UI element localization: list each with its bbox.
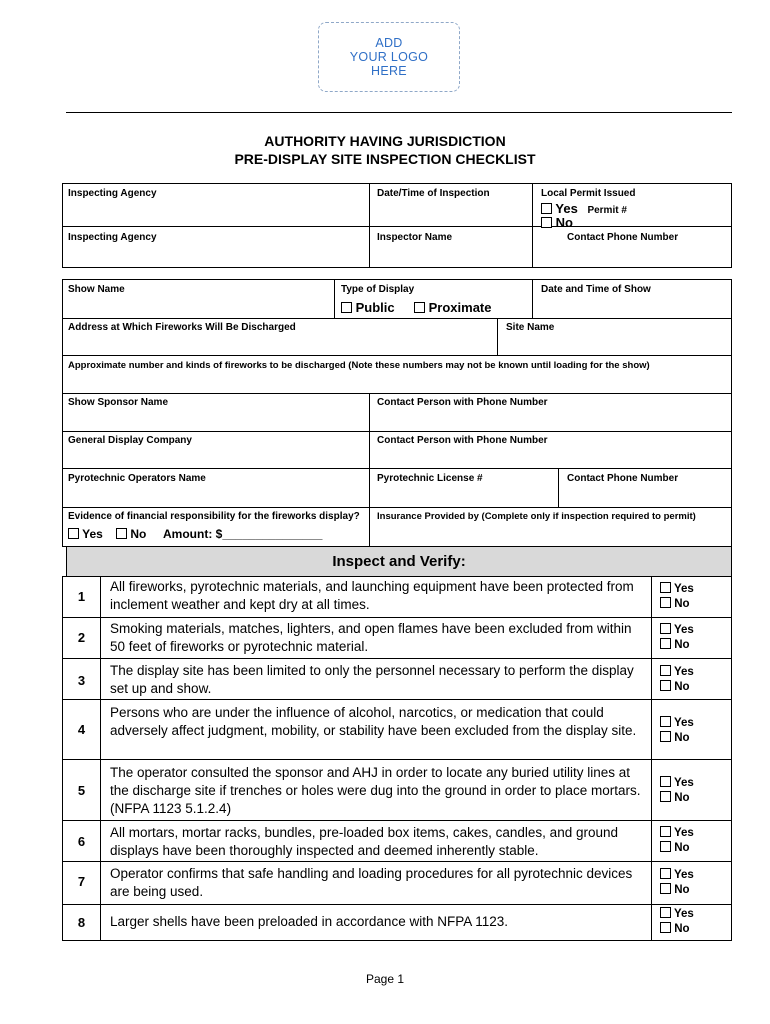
row-no-option[interactable] <box>660 841 690 856</box>
row-no-label: No <box>674 598 690 610</box>
row-no-option[interactable] <box>660 638 690 653</box>
row-no-label: No <box>674 923 690 935</box>
amount-field[interactable]: Amount: $_______________ <box>163 527 323 541</box>
row-no-option[interactable] <box>660 680 690 695</box>
insurance-label: Insurance Provided by (Complete only if inspection required to permit) <box>377 511 696 522</box>
row-no-label: No <box>674 639 690 651</box>
financial-no-checkbox[interactable] <box>116 528 127 539</box>
evidence-label: Evidence of financial responsibility for the fireworks display? <box>68 511 360 522</box>
logo-text: ADD YOUR LOGO HERE <box>349 36 429 78</box>
row-text: All fireworks, pyrotechnic materials, and launching equipment have been protected from inclement weather and kept dry at all times. <box>110 579 634 612</box>
proximate-option[interactable] <box>414 300 492 315</box>
row-no-option[interactable] <box>660 883 690 898</box>
row-no-label: No <box>674 732 690 744</box>
public-label: Public <box>355 300 395 315</box>
row-yes-checkbox[interactable] <box>660 907 671 918</box>
row-no-checkbox[interactable] <box>660 680 671 691</box>
inspecting-agency-label-1: Inspecting Agency <box>68 188 157 199</box>
public-checkbox[interactable] <box>341 302 352 313</box>
row-number: 5 <box>77 783 86 798</box>
row-no-checkbox[interactable] <box>660 841 671 852</box>
row-yes-option[interactable] <box>660 716 694 731</box>
permit-number-label: Permit # <box>587 205 627 216</box>
row-no-checkbox[interactable] <box>660 791 671 802</box>
local-permit-label: Local Permit Issued <box>541 188 636 199</box>
inspecting-agency-label-2: Inspecting Agency <box>68 232 157 243</box>
row-no-checkbox[interactable] <box>660 597 671 608</box>
header-divider <box>66 112 732 113</box>
row-text: Smoking materials, matches, lighters, and open flames have been excluded from within 50 feet of fireworks or pyrotechnic material. <box>110 621 632 654</box>
row-yes-option[interactable] <box>660 582 694 597</box>
row-yes-checkbox[interactable] <box>660 716 671 727</box>
row-yes-checkbox[interactable] <box>660 665 671 676</box>
row-no-label: No <box>674 792 690 804</box>
row-yes-label: Yes <box>674 666 694 678</box>
financial-yes-checkbox[interactable] <box>68 528 79 539</box>
permit-yes-checkbox[interactable] <box>541 203 552 214</box>
row-no-option[interactable] <box>660 597 690 612</box>
row-number: 8 <box>77 915 86 930</box>
row-yes-option[interactable] <box>660 868 694 883</box>
show-sponsor-label: Show Sponsor Name <box>68 397 169 408</box>
inspector-name-label: Inspector Name <box>377 232 453 243</box>
row-yes-checkbox[interactable] <box>660 776 671 787</box>
row-yes-checkbox[interactable] <box>660 868 671 879</box>
date-time-show-label: Date and Time of Show <box>541 284 651 295</box>
row-text: Operator confirms that safe handling and loading procedures for all pyrotechnic devices are being used. <box>110 866 633 899</box>
proximate-checkbox[interactable] <box>414 302 425 313</box>
contact-person-label-1: Contact Person with Phone Number <box>377 397 548 408</box>
type-of-display-label: Type of Display <box>341 284 415 295</box>
row-no-option[interactable] <box>660 791 690 806</box>
row-yes-label: Yes <box>674 869 694 881</box>
row-number: 7 <box>77 874 86 889</box>
approx-fireworks-label: Approximate number and kinds of fireworks to be discharged (Note these numbers may not be known until loading for the show) <box>68 360 650 371</box>
financial-no-label: No <box>130 527 147 541</box>
form-subtitle: PRE-DISPLAY SITE INSPECTION CHECKLIST <box>234 151 536 167</box>
row-no-checkbox[interactable] <box>660 883 671 894</box>
row-text: Persons who are under the influence of alcohol, narcotics, or medication that could adversely affect judgment, mobility, or stability have been excluded from the display site. <box>110 705 637 738</box>
row-text: The display site has been limited to only the personnel necessary to perform the display set up and show. <box>110 663 634 696</box>
row-no-checkbox[interactable] <box>660 731 671 742</box>
show-name-label: Show Name <box>68 284 125 295</box>
row-yes-label: Yes <box>674 583 694 595</box>
row-yes-option[interactable] <box>660 665 694 680</box>
contact-phone-label-2: Contact Phone Number <box>567 473 679 484</box>
logo-placeholder <box>318 22 460 92</box>
pyro-operators-label: Pyrotechnic Operators Name <box>68 473 206 484</box>
row-text: All mortars, mortar racks, bundles, pre-loaded box items, cakes, candles, and ground displays have been thoroughly inspected and deemed inherently stable. <box>110 825 618 858</box>
row-yes-option[interactable] <box>660 776 694 791</box>
pyro-license-label: Pyrotechnic License # <box>377 473 483 484</box>
row-no-option[interactable] <box>660 922 690 937</box>
row-no-checkbox[interactable] <box>660 638 671 649</box>
row-yes-option[interactable] <box>660 907 694 922</box>
row-no-label: No <box>674 884 690 896</box>
form-title: AUTHORITY HAVING JURISDICTION <box>264 133 506 149</box>
row-yes-checkbox[interactable] <box>660 826 671 837</box>
contact-person-label-2: Contact Person with Phone Number <box>377 435 548 446</box>
permit-no-option[interactable] <box>541 215 573 230</box>
row-no-label: No <box>674 681 690 693</box>
public-option[interactable] <box>341 300 395 315</box>
row-text: The operator consulted the sponsor and AHJ in order to locate any buried utility lines at the discharge site if trenches or holes were dug into the ground in order to place mortars. (NFPA 1123 5.1.2.4) <box>110 765 641 816</box>
row-yes-checkbox[interactable] <box>660 582 671 593</box>
row-number: 2 <box>77 630 86 645</box>
general-display-label: General Display Company <box>68 435 192 446</box>
site-name-label: Site Name <box>506 322 555 333</box>
inspect-heading: Inspect and Verify: <box>66 546 732 577</box>
permit-no-checkbox[interactable] <box>541 217 552 228</box>
row-no-label: No <box>674 842 690 854</box>
row-text: Larger shells have been preloaded in accordance with NFPA 1123. <box>110 914 508 929</box>
date-time-inspection-label: Date/Time of Inspection <box>377 188 490 199</box>
row-number: 4 <box>77 722 86 737</box>
financial-yes-label: Yes <box>82 527 103 541</box>
row-yes-option[interactable] <box>660 826 694 841</box>
row-yes-label: Yes <box>674 624 694 636</box>
permit-yes-label: Yes <box>555 201 578 216</box>
row-yes-option[interactable] <box>660 623 694 638</box>
contact-phone-label-1: Contact Phone Number <box>567 232 679 243</box>
financial-no-option[interactable] <box>116 527 146 541</box>
row-number: 3 <box>77 673 86 688</box>
permit-no-label: No <box>555 215 573 230</box>
row-no-checkbox[interactable] <box>660 922 671 933</box>
financial-yes-option[interactable] <box>68 527 103 541</box>
row-yes-label: Yes <box>674 777 694 789</box>
row-number: 6 <box>77 834 86 849</box>
proximate-label: Proximate <box>428 300 492 315</box>
row-yes-label: Yes <box>674 717 694 729</box>
row-yes-label: Yes <box>674 908 694 920</box>
row-no-option[interactable] <box>660 731 690 746</box>
address-label: Address at Which Fireworks Will Be Discharged <box>68 322 296 333</box>
page-number: Page 1 <box>365 972 405 986</box>
row-yes-checkbox[interactable] <box>660 623 671 634</box>
row-yes-label: Yes <box>674 827 694 839</box>
row-number: 1 <box>77 589 86 604</box>
permit-yes-option[interactable] <box>541 201 627 216</box>
